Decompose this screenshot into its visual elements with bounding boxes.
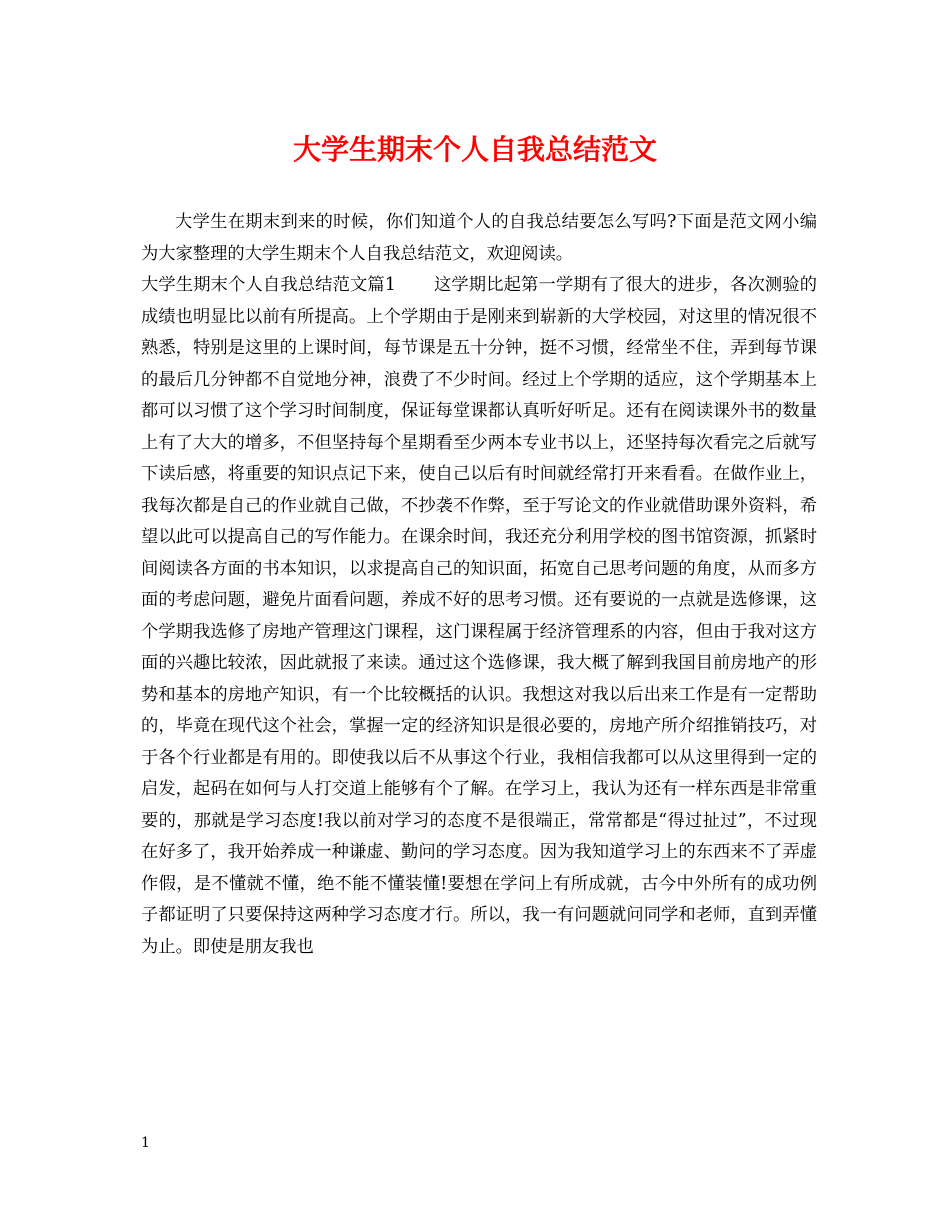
section-paragraph	[141, 270, 817, 963]
document-title: 大学生期末个人自我总结范文	[292, 133, 657, 166]
intro-paragraph: 大学生在期末到来的时候，你们知道个人的自我总结要怎么写吗?下面是范文网小编为大家整理的大学生期末个人自我总结范文，欢迎阅读。	[141, 212, 817, 264]
page-number: 1	[141, 1135, 150, 1151]
section-heading: 大学生期末个人自我总结范文篇1	[141, 275, 396, 295]
section-body: 这学期比起第一学期有了很大的进步，各次测验的成绩也明显比以前有所提高。上个学期由于是刚来到崭新的大学校园，对这里的情况很不熟悉，特别是这里的上课时间，每节课是五十分钟，挺不习惯，经常坐不住，弄到每节课的最后几分钟都不自觉地分神，浪费了不少时间。经过上个学期的适应，这个学期基本上都可以习惯了这个学习时间制度，保证每堂课都认真听好听足。还有在阅读课外书的数量上有了大大的增多，不但坚持每个星期看至少两本专业书以上，还坚持每次看完之后就写下读后感，将重要的知识点记下来，使自己以后有时间就经常打开来看看。在做作业上，我每次都是自己的作业就自己做，不抄袭不作弊，至于写论文的作业就借助课外资料，希望以此可以提高自己的写作能力。在课余时间，我还充分利用学校的图书馆资源，抓紧时间阅读各方面的书本知识，以求提高自己的知识面，拓宽自己思考问题的角度，从而多方面的考虑问题，避免片面看问题，养成不好的思考习惯。还有要说的一点就是选修课，这个学期我选修了房地产管理这门课程，这门课程属于经济管理系的内容，但由于我对这方面的兴趣比较浓，因此就报了来读。通过这个选修课，我大概了解到我国目前房地产的形势和基本的房地产知识，有一个比较概括的认识。我想这对我以后出来工作是有一定帮助的，毕竟在现代这个社会，掌握一定的经济知识是很必要的，房地产所介绍推销技巧，对于各个行业都是有用的。即使我以后不从事这个行业，我相信我都可以从这里得到一定的启发，起码在如何与人打交道上能够有个了解。在学习上，我认为还有一样东西是非常重要的，那就是学习态度!我以前对学习的态度不是很端正，常常都是“得过扯过”，不过现在好多了，我开始养成一种谦虚、勤问的学习态度。因为我知道学习上的东西来不了弄虚作假，是不懂就不懂，绝不能不懂装懂!要想在学问上有所成就，古今中外所有的成功例子都证明了只要保持这两种学习态度才行。所以，我一有问题就问同学和老师，直到弄懂为止。即使是朋友我也	[141, 275, 817, 957]
document-body	[141, 207, 817, 963]
